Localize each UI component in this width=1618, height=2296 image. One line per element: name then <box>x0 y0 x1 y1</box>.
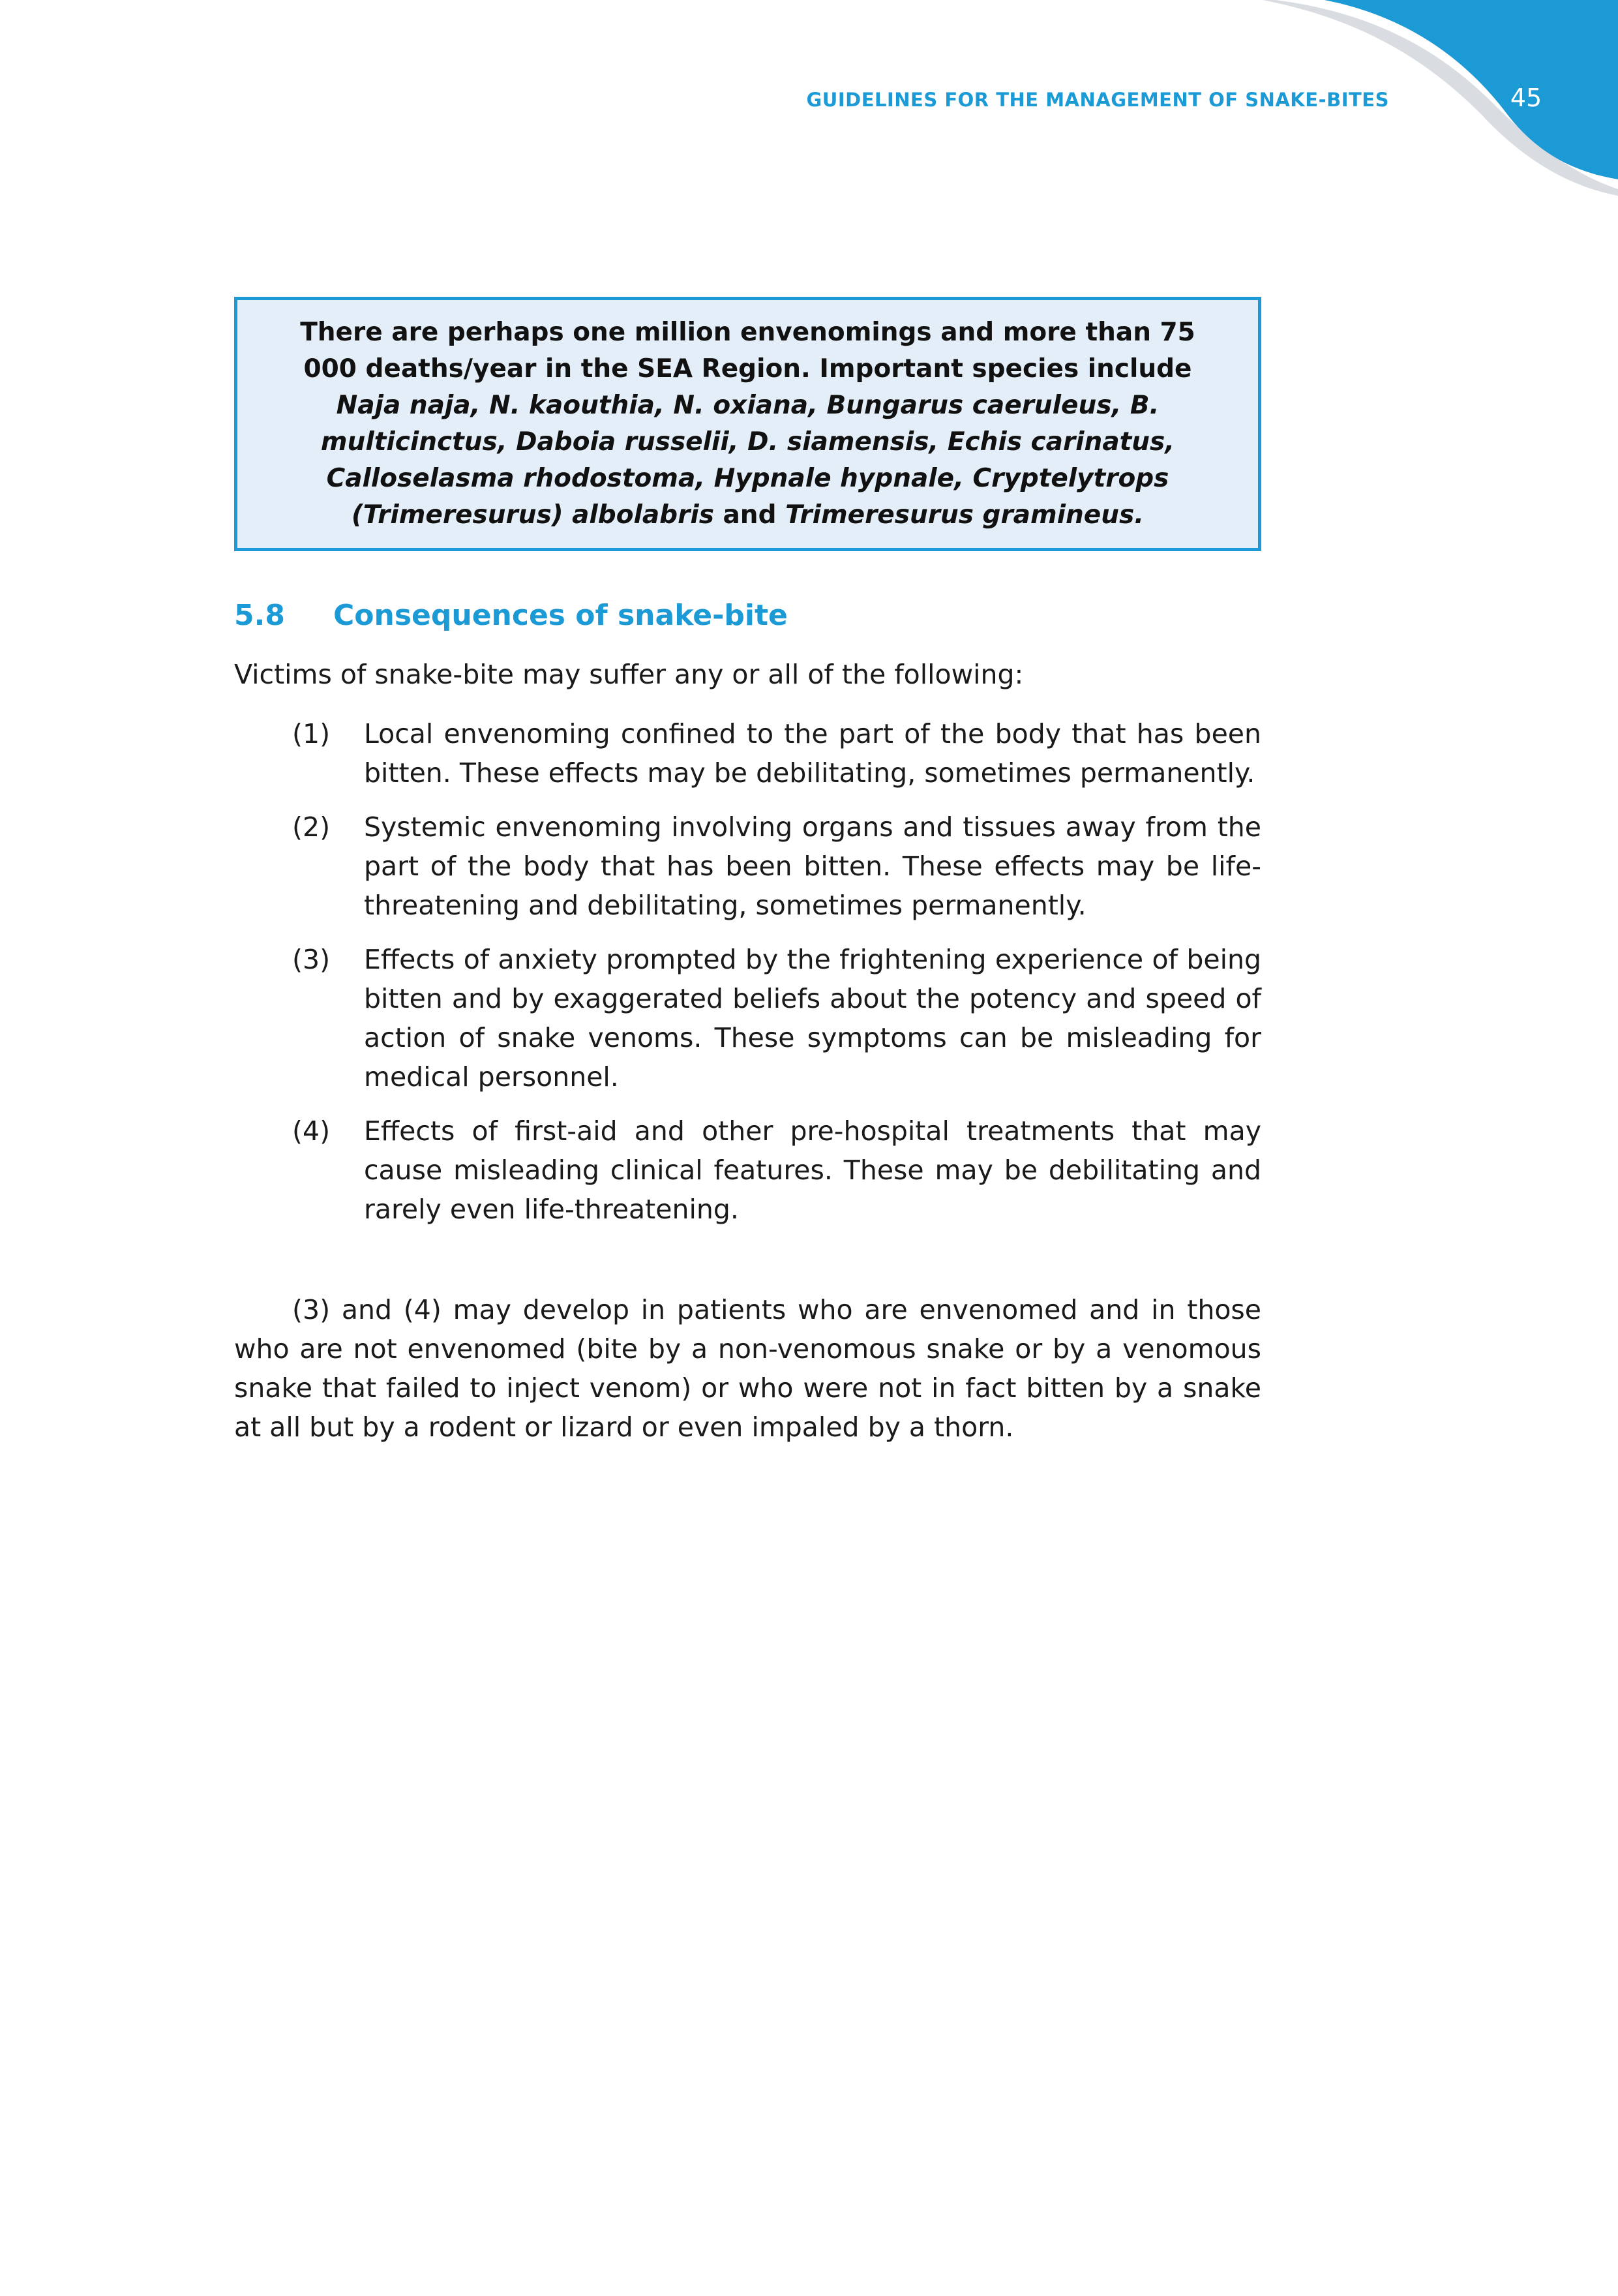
list-item <box>292 940 1261 1096</box>
callout-text-segment: and <box>713 500 786 530</box>
list-item-text: Systemic envenoming involving organs and tissues away from the part of the body that has been bitten. These effects may be life-threatening and debilitating, sometimes permanently. <box>364 811 1261 921</box>
list-marker: (4) <box>292 1115 331 1147</box>
list-item <box>292 714 1261 793</box>
summary-callout-box <box>234 297 1261 551</box>
callout-text <box>277 314 1219 534</box>
intro-paragraph: Victims of snake-bite may suffer any or all of the following: <box>234 659 1024 690</box>
section-heading <box>234 599 788 632</box>
list-item-text: Effects of anxiety prompted by the frightening experience of being bitten and by exaggerated beliefs about the potency and speed of action of snake venoms. These symptoms can be misleading for medical personnel. <box>364 944 1261 1093</box>
section-title: Consequences of snake-bite <box>333 599 788 632</box>
list-marker: (2) <box>292 811 331 843</box>
callout-text-segment: There are perhaps one million envenomings and more than 75 000 deaths/year in the SEA Region. Important species include <box>300 318 1195 384</box>
section-number: 5.8 <box>234 599 285 632</box>
running-header-title: GUIDELINES FOR THE MANAGEMENT OF SNAKE-BITES <box>806 89 1389 111</box>
list-item-text: Local envenoming confined to the part of the body that has been bitten. These effects may be debilitating, sometimes permanently. <box>364 718 1261 789</box>
consequences-list <box>292 714 1261 1244</box>
page-number: 45 <box>1510 83 1542 112</box>
list-item <box>292 808 1261 925</box>
closing-paragraph: (3) and (4) may develop in patients who are envenomed and in those who are not envenomed (bite by a non-venomous snake or by a venomous snake that failed to inject venom) or who were not in fact bitten by a snake at all but by a rodent or lizard or even impaled by a thorn. <box>234 1294 1261 1443</box>
callout-species-final: Trimeresurus gramineus. <box>785 500 1145 530</box>
callout-species-list: Naja naja, N. kaouthia, N. oxiana, Bungarus caeruleus, B. multicinctus, Daboia russelii, D. siamensis, Echis carinatus, Calloselasma rhodostoma, Hypnale hypnale, Cryptelytrops (Trimeresurus) albolabris <box>320 391 1175 530</box>
list-marker: (1) <box>292 718 331 749</box>
list-item <box>292 1111 1261 1229</box>
list-marker: (3) <box>292 944 331 975</box>
list-item-text: Effects of first-aid and other pre-hospital treatments that may cause misleading clinical features. These may be debilitating and rarely even life-threatening. <box>364 1115 1261 1225</box>
